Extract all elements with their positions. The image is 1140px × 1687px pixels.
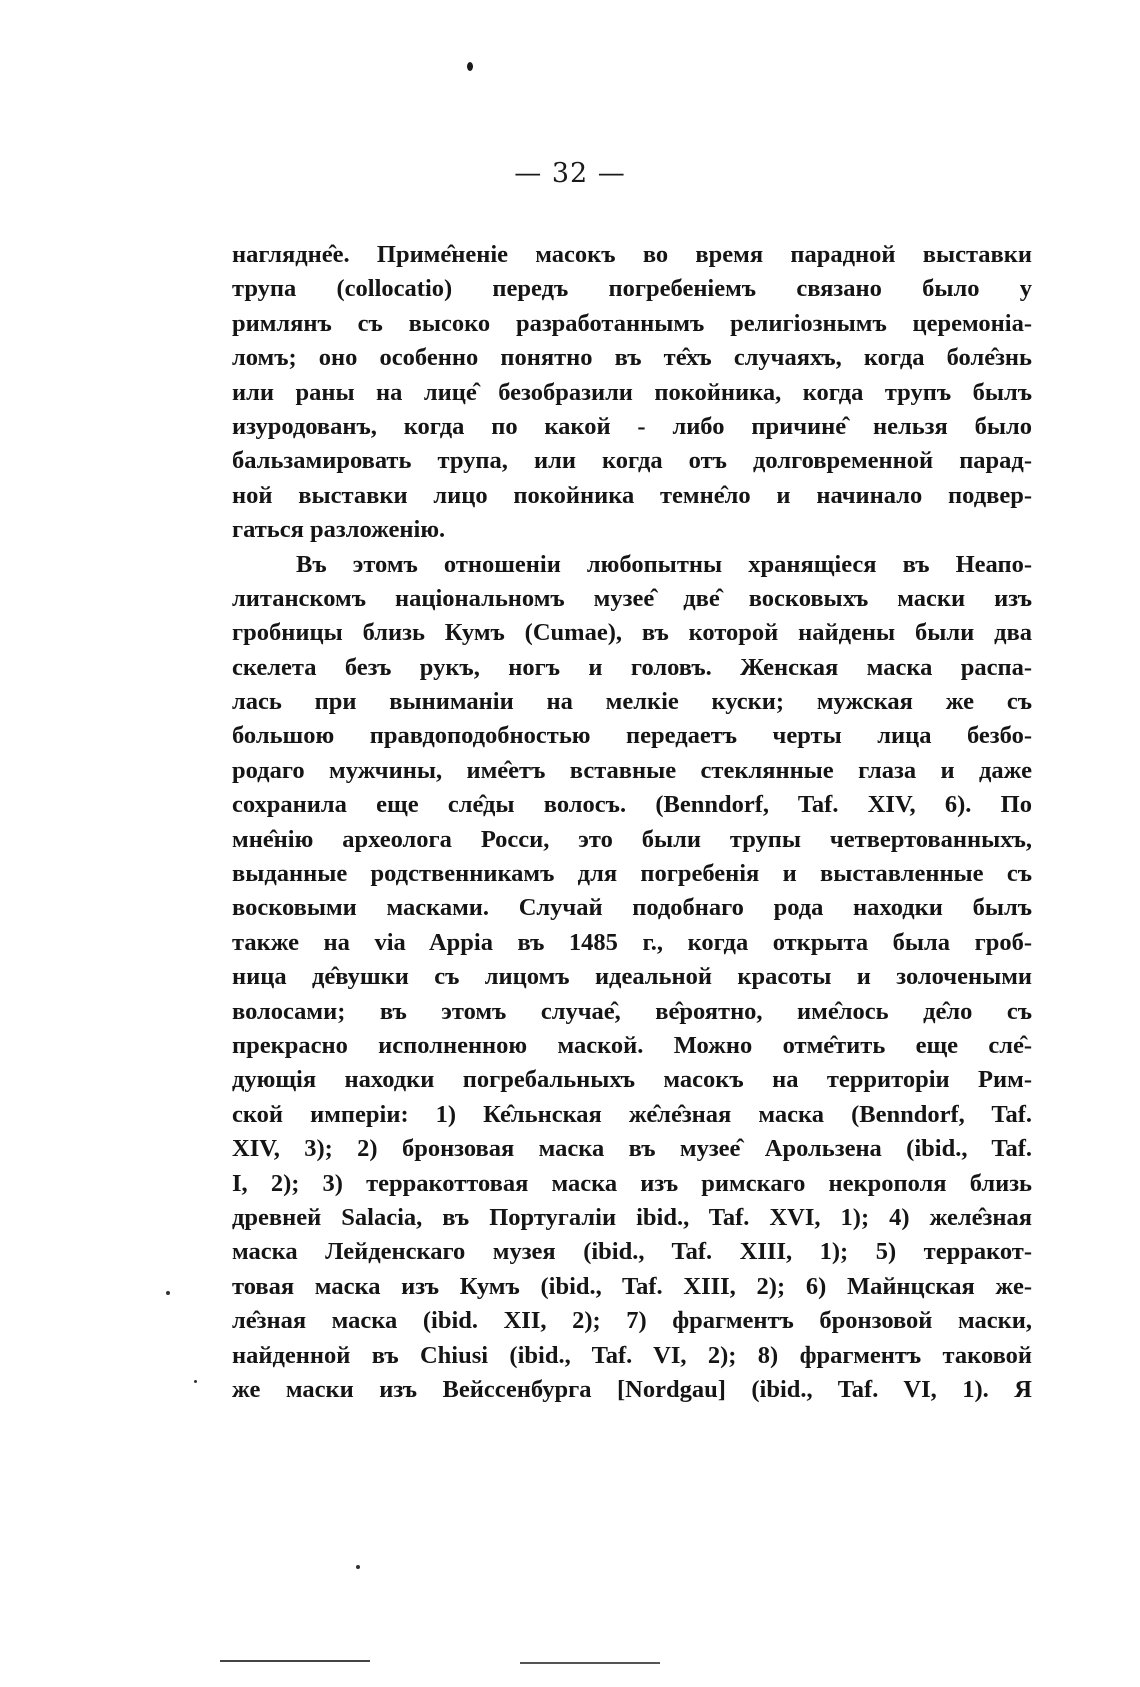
page-number: — 32 — <box>514 158 626 189</box>
text-line: ской имперiи: 1) Ке̂льнская же̂ле̂зная маска (Benndorf, Taf. <box>232 1100 1032 1128</box>
text-line: или раны на лице̂ безобразили покойника, когда трупъ былъ <box>232 378 1032 406</box>
paragraph-2 <box>232 548 1032 1408</box>
text-line: гаться разложенiю. <box>232 516 446 544</box>
text-line: ной выставки лицо покойника темне̂ло и начинало подвер- <box>232 481 1032 509</box>
text-line: большою правдоподобностью передаетъ черты лица безбо- <box>232 722 1032 750</box>
text-line: I, 2); 3) терракоттовая маска изъ римскаго некрополя близь <box>232 1169 1032 1197</box>
text-line: римлянъ съ высоко разработаннымъ религiознымъ церемонiа- <box>232 309 1032 337</box>
text-line: дующiя находки погребальныхъ масокъ на территорiи Рим- <box>232 1066 1032 1094</box>
text-line: родаго мужчины, име̂етъ вставные стеклянные глаза и даже <box>232 756 1032 784</box>
text-line: маска Лейденскаго музея (ibid., Taf. XIII, 1); 5) терракот- <box>232 1238 1032 1266</box>
body-text <box>232 238 1032 1407</box>
text-line: XIV, 3); 2) бронзовая маска въ музее̂ Арользена (ibid., Taf. <box>232 1135 1032 1163</box>
text-line: же маски изъ Вейссенбурга [Nordgau] (ibid., Taf. VI, 1). Я <box>232 1375 1032 1403</box>
ink-speck-top <box>467 62 473 71</box>
text-line: мне̂нiю археолога Росси, это были трупы четвертованныхъ, <box>232 825 1032 853</box>
text-line: выданные родственникамъ для погребенiя и выставленные съ <box>232 860 1032 888</box>
text-line: прекрасно исполненною маской. Можно отме̂тить еще сле̂- <box>232 1031 1032 1059</box>
text-line: также на via Appia въ 1485 г., когда открыта была гроб- <box>232 928 1032 956</box>
text-line: товая маска изъ Кумъ (ibid., Taf. XIII, 2); 6) Майнцская же- <box>232 1272 1032 1300</box>
text-line: ница де̂вушки съ лицомъ идеальной красоты и золочеными <box>232 963 1032 991</box>
text-line: лась при выниманiи на мелкiе куски; мужская же съ <box>232 688 1032 716</box>
edge-rule <box>520 1662 660 1664</box>
text-line: древней Salacia, въ Португалiи ibid., Taf. XVI, 1); 4) желе̂зная <box>232 1203 1032 1231</box>
text-line: наглядне̂е. Приме̂ненiе масокъ во время парадной выставки <box>232 241 1032 268</box>
ink-speck-margin <box>194 1380 197 1383</box>
edge-rule <box>220 1660 370 1662</box>
text-line: скелета безъ рукъ, ногъ и головъ. Женская маска распа- <box>232 653 1032 681</box>
text-line: волосами; въ этомъ случае̂, ве̂роятно, име̂лось де̂ло съ <box>232 997 1032 1025</box>
text-line: гробницы близь Кумъ (Cumae), въ которой найдены были два <box>232 619 1032 647</box>
text-line: Въ этомъ отношенiи любопытны хранящiеся въ Неапо- <box>296 550 1032 578</box>
text-line: изуродованъ, когда по какой - либо причине̂ нельзя было <box>232 412 1032 440</box>
text-line: литанскомъ нацiональномъ музее̂ две̂ восковыхъ маски изъ <box>232 584 1032 612</box>
text-line: восковыми масками. Случай подобнаго рода находки былъ <box>232 894 1032 922</box>
text-line: сохранила еще сле̂ды волосъ. (Benndorf, Taf. XIV, 6). По <box>232 791 1032 819</box>
text-line: найденной въ Chiusi (ibid., Taf. VI, 2); 8) фрагментъ таковой <box>232 1341 1032 1369</box>
ink-speck-margin <box>166 1291 170 1295</box>
text-line: ломъ; оно особенно понятно въ те̂хъ случаяхъ, когда боле̂знь <box>232 344 1032 372</box>
text-line: трупа (collocatio) передъ погребенiемъ связано было у <box>232 275 1032 303</box>
text-line: бальзамировать трупа, или когда отъ долговременной парад- <box>232 447 1032 475</box>
ink-speck-bottom <box>356 1565 360 1569</box>
paragraph-1 <box>232 238 1032 548</box>
text-line: ле̂зная маска (ibid. XII, 2); 7) фрагментъ бронзовой маски, <box>232 1307 1032 1335</box>
